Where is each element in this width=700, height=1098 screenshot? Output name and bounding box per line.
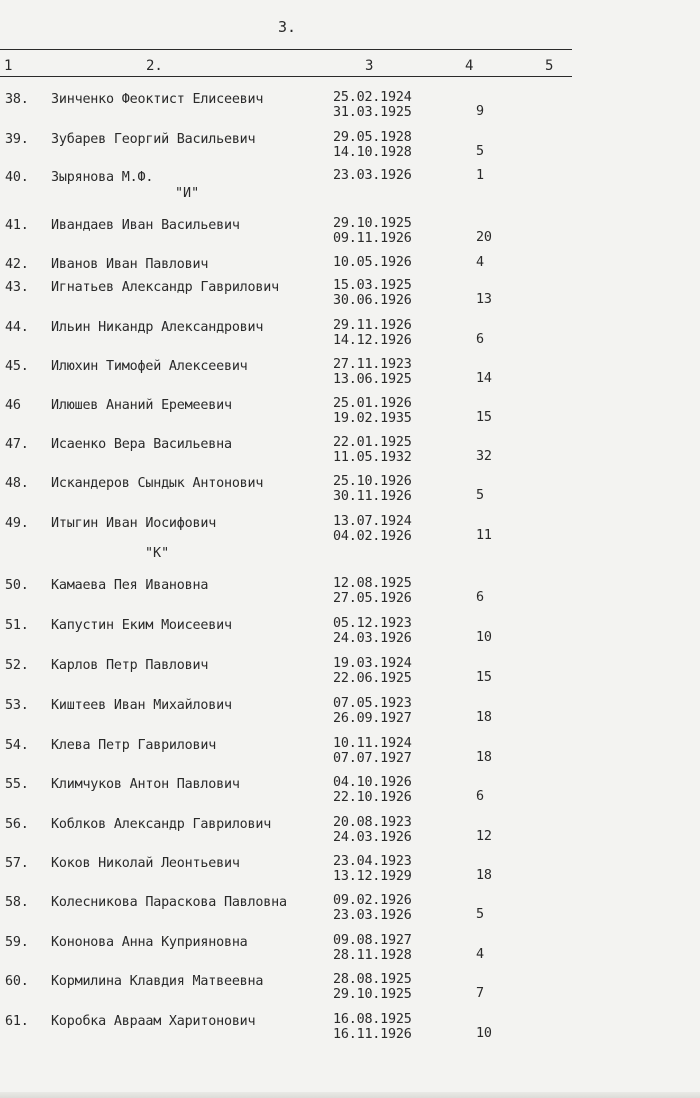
page-bottom-edge: [0, 1092, 700, 1098]
person-name: Итыгин Иван Иосифович: [51, 516, 217, 531]
start-date: 23.04.1923: [333, 854, 412, 869]
sheet-count: 4: [476, 947, 484, 962]
end-date: 22.06.1925: [333, 671, 412, 686]
row-number: 50.: [5, 578, 29, 593]
end-date: 04.02.1926: [333, 529, 412, 544]
start-date: 13.07.1924: [333, 514, 412, 529]
row-number: 51.: [5, 618, 29, 633]
sheet-count: 14: [476, 371, 492, 386]
person-name: Ильин Никандр Александрович: [51, 320, 264, 335]
header-bottom-rule: [0, 76, 572, 77]
table-row: [0, 736, 700, 776]
sheet-count: 5: [476, 144, 484, 159]
person-name: Коблков Александр Гаврилович: [51, 817, 272, 832]
end-date: 30.06.1926: [333, 293, 412, 308]
table-row: [0, 893, 700, 933]
row-number: 54.: [5, 738, 29, 753]
start-date: 09.08.1927: [333, 933, 412, 948]
start-date: 29.05.1928: [333, 130, 412, 145]
start-date: 25.01.1926: [333, 396, 412, 411]
row-number: 42.: [5, 257, 29, 272]
person-name: Коков Николай Леонтьевич: [51, 856, 240, 871]
person-name: Игнатьев Александр Гаврилович: [51, 280, 279, 295]
person-name: Зубарев Георгий Васильевич: [51, 132, 256, 147]
person-name: Капустин Еким Моисеевич: [51, 618, 232, 633]
person-name: Колесникова Параскова Павловна: [51, 895, 287, 910]
sheet-count: 18: [476, 750, 492, 765]
sheet-count: 15: [476, 410, 492, 425]
end-date: 13.12.1929: [333, 869, 412, 884]
start-date: 04.10.1926: [333, 775, 412, 790]
row-number: 53.: [5, 698, 29, 713]
start-date: 23.03.1926: [333, 168, 412, 183]
end-date: 13.06.1925: [333, 372, 412, 387]
table-row: [0, 972, 700, 1012]
start-date: 10.11.1924: [333, 736, 412, 751]
start-date: 05.12.1923: [333, 616, 412, 631]
column-header-3: 3: [365, 58, 374, 74]
start-date: 15.03.1925: [333, 278, 412, 293]
column-header-1: 1: [4, 58, 13, 74]
start-date: 22.01.1925: [333, 435, 412, 450]
table-row: [0, 396, 700, 436]
row-number: 44.: [5, 320, 29, 335]
row-number: 46: [5, 398, 21, 413]
sheet-count: 6: [476, 590, 484, 605]
start-date: 20.08.1923: [333, 815, 412, 830]
end-date: 07.07.1927: [333, 751, 412, 766]
sheet-count: 18: [476, 868, 492, 883]
start-date: 27.11.1923: [333, 357, 412, 372]
sheet-count: 20: [476, 230, 492, 245]
person-name: Илюхин Тимофей Алексеевич: [51, 359, 248, 374]
start-date: 29.11.1926: [333, 318, 412, 333]
end-date: 28.11.1928: [333, 948, 412, 963]
table-row: [0, 933, 700, 973]
row-number: 59.: [5, 935, 29, 950]
start-date: 16.08.1925: [333, 1012, 412, 1027]
end-date: 09.11.1926: [333, 231, 412, 246]
person-name: Исаенко Вера Васильевна: [51, 437, 232, 452]
row-number: 52.: [5, 658, 29, 673]
start-date: 09.02.1926: [333, 893, 412, 908]
sheet-count: 15: [476, 670, 492, 685]
column-header-2: 2.: [146, 58, 163, 74]
sheet-count: 5: [476, 488, 484, 503]
sheet-count: 9: [476, 104, 484, 119]
sheet-count: 6: [476, 789, 484, 804]
page-number: 3.: [278, 18, 297, 36]
section-letter-k: "К": [145, 546, 170, 561]
end-date: 31.03.1925: [333, 105, 412, 120]
row-number: 58.: [5, 895, 29, 910]
person-name: Зырянова М.Ф.: [51, 170, 154, 185]
person-name: Илюшев Ананий Еремеевич: [51, 398, 232, 413]
table-row: [0, 656, 700, 696]
end-date: 27.05.1926: [333, 591, 412, 606]
row-number: 43.: [5, 280, 29, 295]
row-number: 48.: [5, 476, 29, 491]
sheet-count: 1: [476, 168, 484, 183]
header-top-rule: [0, 49, 572, 50]
sheet-count: 18: [476, 710, 492, 725]
start-date: 19.03.1924: [333, 656, 412, 671]
end-date: 24.03.1926: [333, 830, 412, 845]
person-name: Иванов Иван Павлович: [51, 257, 209, 272]
end-date: 29.10.1925: [333, 987, 412, 1002]
sheet-count: 5: [476, 907, 484, 922]
row-number: 47.: [5, 437, 29, 452]
end-date: 30.11.1926: [333, 489, 412, 504]
column-header-4: 4: [465, 58, 474, 74]
start-date: 25.10.1926: [333, 474, 412, 489]
person-name: Кормилина Клавдия Матвеевна: [51, 974, 264, 989]
table-row: [0, 854, 700, 894]
table-row: [0, 815, 700, 855]
table-row: [0, 775, 700, 815]
table-row: [0, 168, 700, 208]
end-date: 26.09.1927: [333, 711, 412, 726]
table-row: [0, 318, 700, 358]
person-name: Карлов Петр Павлович: [51, 658, 209, 673]
row-number: 56.: [5, 817, 29, 832]
row-number: 55.: [5, 777, 29, 792]
start-date: 28.08.1925: [333, 972, 412, 987]
start-date: 25.02.1924: [333, 90, 412, 105]
sheet-count: 32: [476, 449, 492, 464]
table-row: [0, 90, 700, 130]
sheet-count: 7: [476, 986, 484, 1001]
table-row: [0, 216, 700, 256]
row-number: 41.: [5, 218, 29, 233]
table-row: [0, 435, 700, 475]
sheet-count: 10: [476, 630, 492, 645]
sheet-count: 12: [476, 829, 492, 844]
table-row: [0, 1012, 700, 1052]
table-row: [0, 696, 700, 736]
end-date: 22.10.1926: [333, 790, 412, 805]
person-name: Клева Петр Гаврилович: [51, 738, 217, 753]
end-date: 23.03.1926: [333, 908, 412, 923]
end-date: 16.11.1926: [333, 1027, 412, 1042]
row-number: 40.: [5, 170, 29, 185]
sheet-count: 4: [476, 255, 484, 270]
person-name: Зинченко Феоктист Елисеевич: [51, 92, 264, 107]
sheet-count: 11: [476, 528, 492, 543]
row-number: 60.: [5, 974, 29, 989]
end-date: 11.05.1932: [333, 450, 412, 465]
table-row: [0, 616, 700, 656]
row-number: 57.: [5, 856, 29, 871]
person-name: Киштеев Иван Михайлович: [51, 698, 232, 713]
table-row: [0, 474, 700, 514]
table-row: [0, 514, 700, 554]
section-letter-i: "И": [175, 186, 200, 201]
person-name: Камаева Пея Ивановна: [51, 578, 209, 593]
sheet-count: 6: [476, 332, 484, 347]
table-row: [0, 130, 700, 170]
row-number: 49.: [5, 516, 29, 531]
person-name: Коробка Авраам Харитонович: [51, 1014, 256, 1029]
row-number: 39.: [5, 132, 29, 147]
row-number: 38.: [5, 92, 29, 107]
start-date: 29.10.1925: [333, 216, 412, 231]
row-number: 61.: [5, 1014, 29, 1029]
start-date: 10.05.1926: [333, 255, 412, 270]
table-row: [0, 576, 700, 616]
table-row: [0, 357, 700, 397]
start-date: 07.05.1923: [333, 696, 412, 711]
column-header-5: 5: [545, 58, 554, 74]
person-name: Кононова Анна Куприяновна: [51, 935, 248, 950]
table-row: [0, 278, 700, 318]
person-name: Климчуков Антон Павлович: [51, 777, 240, 792]
end-date: 24.03.1926: [333, 631, 412, 646]
end-date: 19.02.1935: [333, 411, 412, 426]
sheet-count: 13: [476, 292, 492, 307]
end-date: 14.12.1926: [333, 333, 412, 348]
person-name: Искандеров Сындык Антонович: [51, 476, 264, 491]
row-number: 45.: [5, 359, 29, 374]
sheet-count: 10: [476, 1026, 492, 1041]
person-name: Ивандаев Иван Васильевич: [51, 218, 240, 233]
start-date: 12.08.1925: [333, 576, 412, 591]
end-date: 14.10.1928: [333, 145, 412, 160]
